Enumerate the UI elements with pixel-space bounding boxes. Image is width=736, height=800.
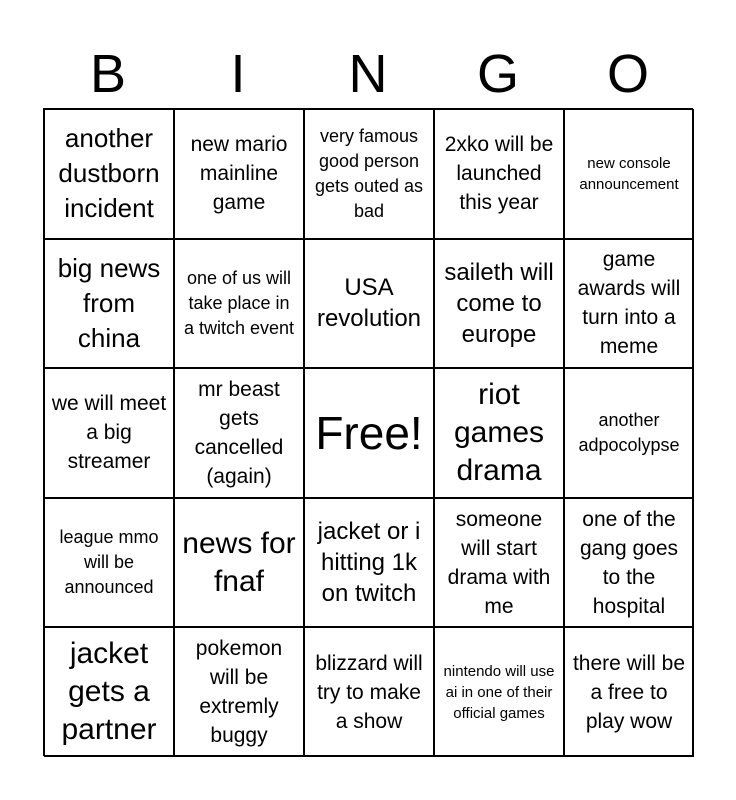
cell-text: Free! [315,406,423,459]
header-letter-n: N [348,44,388,104]
bingo-header [43,40,693,108]
bingo-cell-r3c1[interactable] [44,368,174,498]
cell-text: game awards will turn into a meme [577,248,681,359]
bingo-grid [43,108,693,756]
cell-text: USA revolution [316,274,422,333]
bingo-cell-r1c5[interactable] [564,109,694,239]
cell-text: there will be a free to play wow [572,651,686,733]
bingo-cell-r3c5[interactable] [564,368,694,498]
cell-text: another dustborn incident [58,123,160,224]
header-letter-g: G [476,44,519,104]
cell-text: pokemon will be extremly buggy [195,637,283,748]
bingo-cell-r4c1[interactable] [44,498,174,628]
bingo-cell-r4c2[interactable] [174,498,304,628]
cell-text: saileth will come to europe [444,258,554,348]
bingo-cell-r5c4[interactable] [434,627,564,757]
bingo-cell-r2c5[interactable] [564,239,694,369]
cell-text: riot games drama [453,377,545,487]
header-letter-o: O [606,44,649,104]
bingo-cell-r4c4[interactable] [434,498,564,628]
cell-text: mr beast gets cancelled (again) [194,377,284,488]
bingo-cell-r5c3[interactable] [304,627,434,757]
bingo-cell-r4c5[interactable] [564,498,694,628]
cell-text: nintendo will use ai in one of their official games [443,662,555,722]
bingo-cell-r3c4[interactable] [434,368,564,498]
cell-text: jacket or i hitting 1k on twitch [317,518,421,608]
cell-text: blizzard will try to make a show [315,651,423,733]
header-letter-i: I [230,44,246,104]
bingo-cell-r1c1[interactable] [44,109,174,239]
cell-text: jacket gets a partner [61,637,157,747]
cell-text: someone will start drama with me [447,507,551,618]
bingo-cell-r2c3[interactable] [304,239,434,369]
cell-text: news for fnaf [182,526,296,598]
cell-text: 2xko will be launched this year [444,133,554,215]
cell-text: one of us will take place in a twitch event [183,267,295,338]
header-letter-b: B [89,44,127,104]
cell-text: we will meet a big streamer [51,392,167,474]
cell-text: one of the gang goes to the hospital [579,507,679,618]
bingo-cell-r1c4[interactable] [434,109,564,239]
cell-text: big news from china [57,252,161,353]
cell-text: another adpocolypse [578,409,680,455]
cell-text: very famous good person gets outed as bad [314,125,424,221]
bingo-cell-r4c3[interactable] [304,498,434,628]
cell-text: new mario mainline game [190,133,288,215]
bingo-cell-free[interactable] [304,368,434,498]
bingo-cell-r2c1[interactable] [44,239,174,369]
bingo-cell-r1c3[interactable] [304,109,434,239]
bingo-cell-r3c2[interactable] [174,368,304,498]
cell-text: league mmo will be announced [59,527,159,598]
bingo-cell-r2c2[interactable] [174,239,304,369]
bingo-cell-r2c4[interactable] [434,239,564,369]
bingo-cell-r5c5[interactable] [564,627,694,757]
bingo-cell-r1c2[interactable] [174,109,304,239]
bingo-cell-r5c1[interactable] [44,627,174,757]
cell-text: new console announcement [579,154,679,193]
bingo-cell-r5c2[interactable] [174,627,304,757]
